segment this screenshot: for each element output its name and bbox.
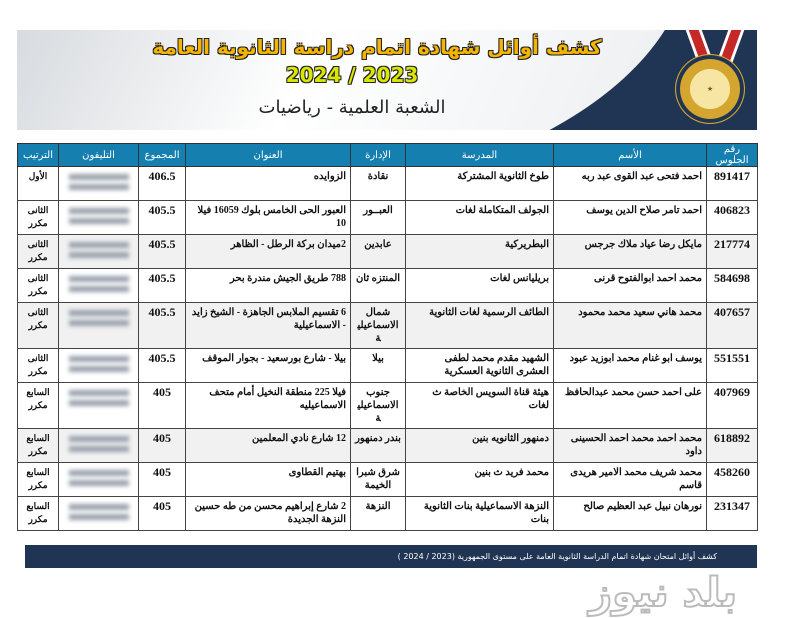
blurred-phone [69, 514, 129, 520]
footer-text: كشف أوائل امتحان شهادة اتمام الدراسة الثانوية العامة على مستوى الجمهورية (2023 / 2024 ) [397, 552, 717, 561]
address-cell: فيلا 225 منطقة النخيل أمام متحف الاسماعيليه [186, 383, 351, 429]
column-header: الإدارة [351, 144, 406, 167]
blurred-phone [69, 286, 129, 292]
seat-cell: 407969 [707, 383, 758, 429]
rank-cell: الثانى مكرر [18, 303, 59, 349]
table-row [18, 383, 758, 429]
table-row [18, 303, 758, 349]
page-title: كشف أوائل شهادة اتمام دراسة الثانوية العامة [152, 35, 602, 59]
blurred-phone [69, 252, 129, 258]
table-row [18, 429, 758, 463]
school-cell: النزهة الاسماعيلية بنات الثانوية بنات [406, 497, 554, 531]
name-cell: نورهان نبيل عبد العظيم صالح [554, 497, 707, 531]
blurred-phone [69, 366, 129, 372]
blurred-phone [69, 184, 129, 190]
phone-cell [59, 269, 139, 303]
address-cell: 2ميدان بركة الرطل - الظاهر [186, 235, 351, 269]
total-cell: 405 [139, 383, 186, 429]
blurred-phone [69, 276, 129, 282]
admin-cell: العبــور [351, 201, 406, 235]
table-row [18, 463, 758, 497]
top-students-table [17, 143, 758, 531]
total-cell: 405 [139, 463, 186, 497]
seat-cell: 584698 [707, 269, 758, 303]
column-header: رقم الجلوس [707, 144, 758, 167]
blurred-phone [69, 320, 129, 326]
admin-cell: بيلا [351, 349, 406, 383]
blurred-phone [69, 208, 129, 214]
content-area [17, 143, 757, 618]
seat-cell: 217774 [707, 235, 758, 269]
name-cell: محمد احمد محمد احمد الحسينى داود [554, 429, 707, 463]
total-cell: 405.5 [139, 201, 186, 235]
school-cell: طوخ الثانوية المشتركة [406, 167, 554, 201]
blurred-phone [69, 480, 129, 486]
school-cell: دمنهور الثانويه بنين [406, 429, 554, 463]
school-cell: هيئة قناة السويس الخاصة ث لغات [406, 383, 554, 429]
school-cell: الشهيد مقدم محمد لطفى العشرى الثانوية العسكرية [406, 349, 554, 383]
blurred-phone [69, 400, 129, 406]
column-header: العنوان [186, 144, 351, 167]
ministry-seal-logo: ★ [675, 54, 745, 124]
blurred-phone [69, 436, 129, 442]
address-cell: بيلا - شارع بورسعيد - بجوار الموقف [186, 349, 351, 383]
blurred-phone [69, 470, 129, 476]
branch-subtitle: الشعبة العلمية - رياضيات [258, 97, 446, 118]
seat-cell: 891417 [707, 167, 758, 201]
admin-cell: بندر دمنهور [351, 429, 406, 463]
admin-cell: شمال الاسماعيلية [351, 303, 406, 349]
total-cell: 405.5 [139, 235, 186, 269]
blurred-phone [69, 310, 129, 316]
address-cell: 12 شارع نادي المعلمين [186, 429, 351, 463]
column-header: الأسم [554, 144, 707, 167]
blurred-phone [69, 242, 129, 248]
name-cell: محمد شريف محمد الامير هريدى قاسم [554, 463, 707, 497]
school-cell: بريليانس لغات [406, 269, 554, 303]
rank-cell: الثانى مكرر [18, 235, 59, 269]
total-cell: 405.5 [139, 303, 186, 349]
total-cell: 405 [139, 429, 186, 463]
admin-cell: عابدين [351, 235, 406, 269]
admin-cell: النزهة [351, 497, 406, 531]
blurred-phone [69, 390, 129, 396]
watermark-logo: بلد نيوز [589, 570, 737, 616]
table-row [18, 201, 758, 235]
address-cell: 6 تقسيم الملابس الجاهزة - الشيخ زايد - الاسماعيلية [186, 303, 351, 349]
rank-cell: السابع مكرر [18, 463, 59, 497]
phone-cell [59, 497, 139, 531]
school-cell: الجولف المتكاملة لغات [406, 201, 554, 235]
admin-cell: جنوب الاسماعيلية [351, 383, 406, 429]
phone-cell [59, 429, 139, 463]
header-banner [17, 30, 757, 130]
total-cell: 405 [139, 497, 186, 531]
rank-cell: السابع مكرر [18, 383, 59, 429]
rank-cell: السابع مكرر [18, 429, 59, 463]
school-cell: البطريركية [406, 235, 554, 269]
admin-cell: شرق شبرا الخيمة [351, 463, 406, 497]
rank-cell: الأول [18, 167, 59, 201]
address-cell: بهتيم القطاوى [186, 463, 351, 497]
name-cell: مايكل رضا عياد ملاك جرجس [554, 235, 707, 269]
total-cell: 405.5 [139, 349, 186, 383]
column-header: المجموع [139, 144, 186, 167]
rank-cell: السابع مكرر [18, 497, 59, 531]
column-header: التليفون [59, 144, 139, 167]
table-row [18, 497, 758, 531]
table-header-row [18, 144, 758, 167]
seat-cell: 551551 [707, 349, 758, 383]
phone-cell [59, 349, 139, 383]
total-cell: 405.5 [139, 269, 186, 303]
admin-cell: المنتزه ثان [351, 269, 406, 303]
column-header: الترتيب [18, 144, 59, 167]
total-cell: 406.5 [139, 167, 186, 201]
seat-cell: 407657 [707, 303, 758, 349]
name-cell: محمد احمد ابوالفتوح قرنى [554, 269, 707, 303]
name-cell: على احمد حسن محمد عبدالحافظ [554, 383, 707, 429]
table-row [18, 269, 758, 303]
blurred-phone [69, 356, 129, 362]
table-row [18, 349, 758, 383]
rank-cell: الثانى مكرر [18, 201, 59, 235]
address-cell: 788 طريق الجيش مندرة بحر [186, 269, 351, 303]
seat-cell: 618892 [707, 429, 758, 463]
phone-cell [59, 201, 139, 235]
column-header: المدرسة [406, 144, 554, 167]
phone-cell [59, 303, 139, 349]
blurred-phone [69, 446, 129, 452]
seat-cell: 231347 [707, 497, 758, 531]
table-row [18, 167, 758, 201]
address-cell: 2 شارع إبراهيم محسن من طه حسين النزهة الجديدة [186, 497, 351, 531]
name-cell: يوسف ابو غنام محمد ابوزيد عبود [554, 349, 707, 383]
academic-year: 2024 / 2023 [285, 63, 419, 87]
name-cell: احمد فتحى عبد القوى عبد ربه [554, 167, 707, 201]
school-cell: الطائف الرسمية لغات الثانوية [406, 303, 554, 349]
address-cell: العبور الحى الخامس بلوك 16059 فيلا 10 [186, 201, 351, 235]
school-cell: محمد فريد ث بنين [406, 463, 554, 497]
seat-cell: 406823 [707, 201, 758, 235]
rank-cell: الثانى مكرر [18, 349, 59, 383]
phone-cell [59, 167, 139, 201]
admin-cell: نقادة [351, 167, 406, 201]
phone-cell [59, 383, 139, 429]
phone-cell [59, 463, 139, 497]
name-cell: احمد تامر صلاح الدين يوسف [554, 201, 707, 235]
table-row [18, 235, 758, 269]
blurred-phone [69, 174, 129, 180]
seat-cell: 458260 [707, 463, 758, 497]
name-cell: محمد هاني سعيد محمد محمود [554, 303, 707, 349]
blurred-phone [69, 504, 129, 510]
rank-cell: الثانى مكرر [18, 269, 59, 303]
phone-cell [59, 235, 139, 269]
blurred-phone [69, 218, 129, 224]
address-cell: الزوايده [186, 167, 351, 201]
